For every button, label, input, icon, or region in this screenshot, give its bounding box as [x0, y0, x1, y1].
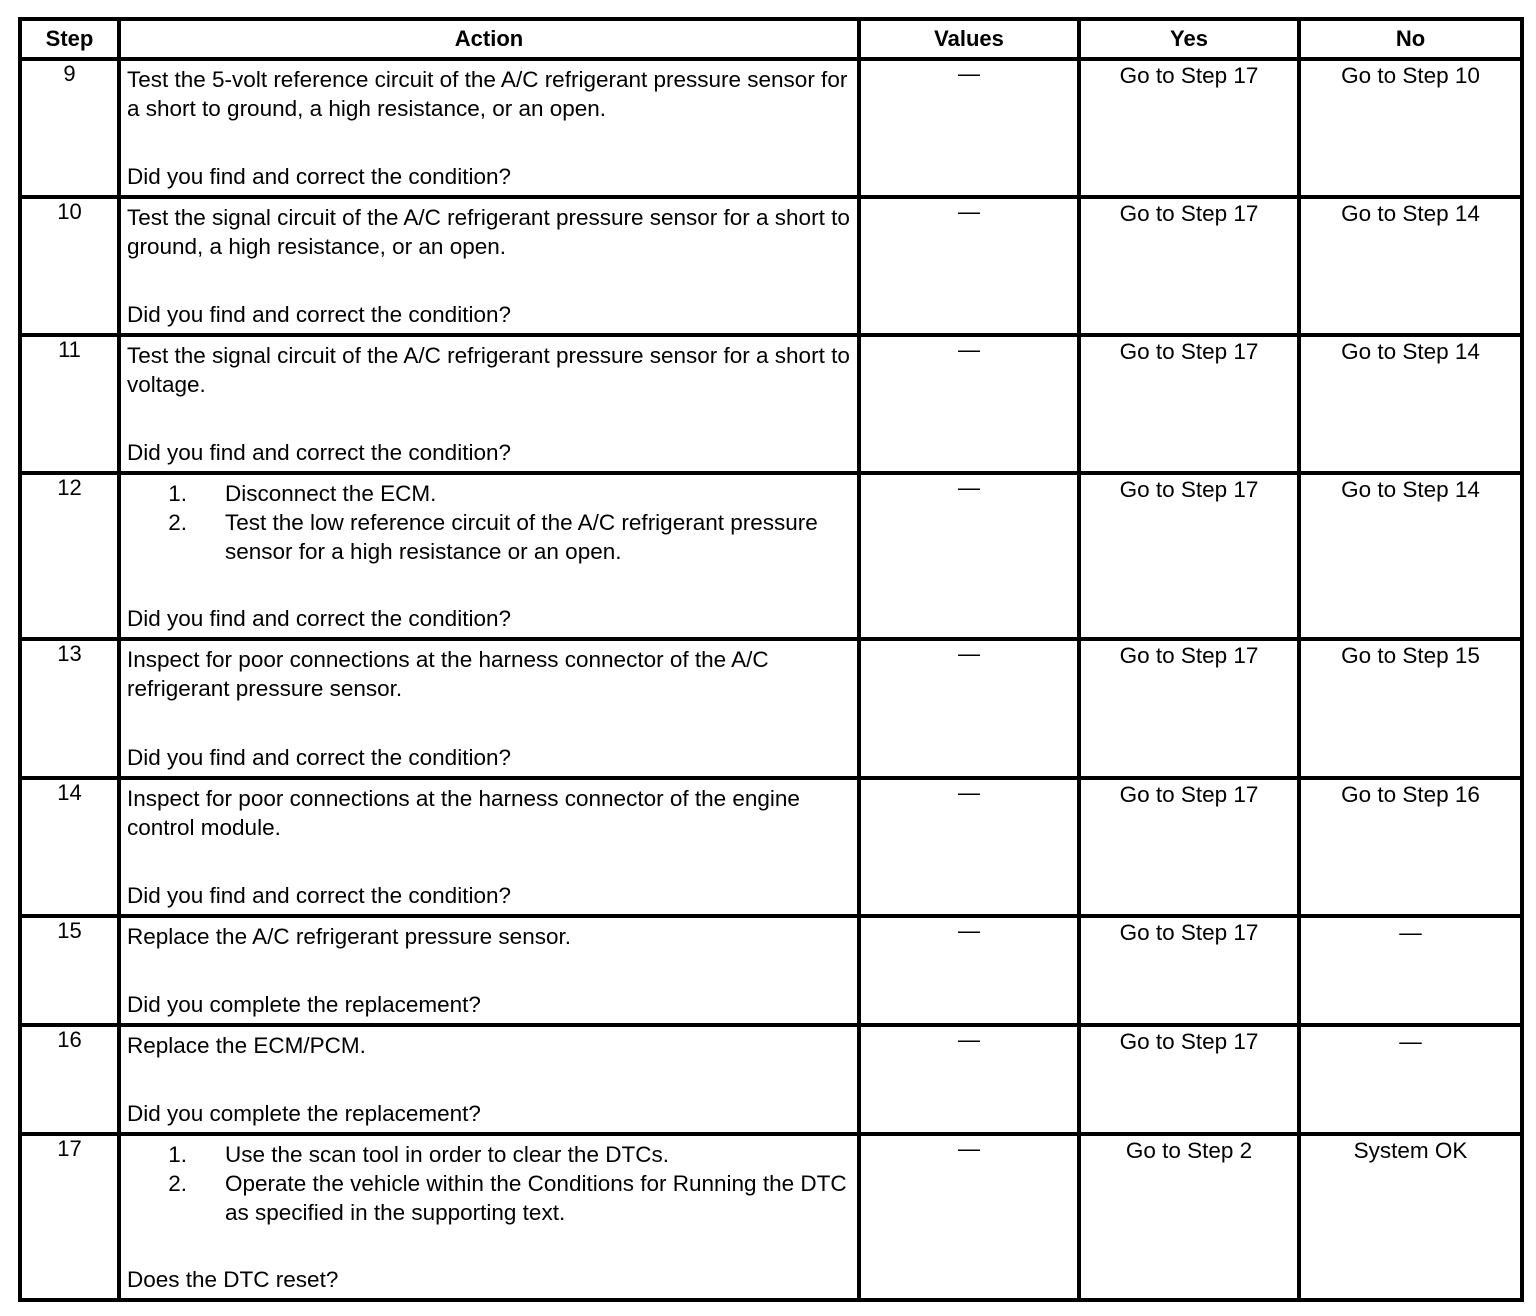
- table-row: [20, 1134, 1522, 1300]
- yes-cell: [1079, 778, 1299, 916]
- no-answer: —: [1399, 919, 1422, 945]
- table-row: [20, 197, 1522, 335]
- step-number: 13: [20, 639, 119, 777]
- header-no: No: [1299, 19, 1522, 59]
- action-text: Test the 5-volt reference circuit of the A/C refrigerant pressure sensor for a short to ground, a high resistance, or an open.: [127, 67, 848, 121]
- yes-answer: Go to Step 17: [1119, 201, 1259, 227]
- no-answer: Go to Step 16: [1341, 781, 1480, 807]
- action-cell: [119, 197, 859, 335]
- no-answer: System OK: [1353, 1137, 1468, 1163]
- no-cell: [1299, 1134, 1522, 1300]
- numbered-list: [127, 479, 851, 566]
- numbered-list: [127, 1140, 851, 1227]
- list-text: Operate the vehicle within the Conditions for Running the DTC as specified in the supporting text.: [225, 1170, 847, 1225]
- no-cell: [1299, 639, 1522, 777]
- values-cell: —: [859, 335, 1079, 473]
- action-question: Did you complete the replacement?: [127, 1100, 481, 1126]
- yes-cell: [1079, 916, 1299, 1025]
- action-cell: [119, 916, 859, 1025]
- header-step: Step: [20, 19, 119, 59]
- yes-answer: Go to Step 17: [1119, 477, 1259, 503]
- action-cell: [119, 778, 859, 916]
- diagnostic-table: [18, 17, 1524, 1302]
- values-cell: —: [859, 1134, 1079, 1300]
- header-yes: Yes: [1079, 19, 1299, 59]
- table-row: [20, 473, 1522, 639]
- table-row: [20, 335, 1522, 473]
- yes-cell: [1079, 473, 1299, 639]
- step-number: 14: [20, 778, 119, 916]
- step-number: 11: [20, 335, 119, 473]
- yes-cell: [1079, 59, 1299, 197]
- no-cell: [1299, 916, 1522, 1025]
- action-question: Did you find and correct the condition?: [127, 606, 511, 632]
- action-question: Did you complete the replacement?: [127, 991, 481, 1017]
- yes-cell: [1079, 1134, 1299, 1300]
- list-item: [127, 1140, 851, 1169]
- list-item: [127, 1169, 851, 1227]
- action-question: Did you find and correct the condition?: [127, 164, 511, 190]
- no-answer: Go to Step 14: [1341, 339, 1480, 365]
- table-row: [20, 59, 1522, 197]
- list-number: 2.: [168, 510, 187, 536]
- values-cell: —: [859, 59, 1079, 197]
- action-question: Does the DTC reset?: [127, 1267, 339, 1292]
- action-cell: [119, 335, 859, 473]
- action-question: Did you find and correct the condition?: [127, 882, 511, 908]
- table-row: [20, 639, 1522, 777]
- list-item: [127, 479, 851, 508]
- values-cell: —: [859, 639, 1079, 777]
- table-row: [20, 778, 1522, 916]
- no-cell: [1299, 59, 1522, 197]
- values-cell: —: [859, 916, 1079, 1025]
- header-action: Action: [119, 19, 859, 59]
- no-answer: Go to Step 14: [1341, 477, 1480, 503]
- no-answer: Go to Step 14: [1341, 201, 1480, 227]
- yes-cell: [1079, 197, 1299, 335]
- no-cell: [1299, 473, 1522, 639]
- action-cell: [119, 639, 859, 777]
- table-row: [20, 916, 1522, 1025]
- list-item: [127, 508, 851, 566]
- action-cell: [119, 1134, 859, 1300]
- values-cell: —: [859, 197, 1079, 335]
- action-text: Test the signal circuit of the A/C refrigerant pressure sensor for a short to ground, a high resistance, or an open.: [127, 205, 850, 260]
- list-number: 1.: [168, 481, 187, 507]
- list-text: Disconnect the ECM.: [225, 481, 437, 507]
- action-cell: [119, 1025, 859, 1134]
- yes-cell: [1079, 639, 1299, 777]
- yes-answer: Go to Step 17: [1119, 643, 1259, 669]
- step-number: 10: [20, 197, 119, 335]
- values-cell: —: [859, 473, 1079, 639]
- yes-cell: [1079, 335, 1299, 473]
- step-number: 17: [20, 1134, 119, 1300]
- yes-answer: Go to Step 17: [1119, 339, 1259, 365]
- action-question: Did you find and correct the condition?: [127, 302, 511, 328]
- values-cell: —: [859, 1025, 1079, 1134]
- table-row: [20, 1025, 1522, 1134]
- action-text: Inspect for poor connections at the harness connector of the A/C refrigerant pressure sensor.: [127, 647, 769, 702]
- header-row: [20, 19, 1522, 59]
- no-answer: Go to Step 10: [1341, 63, 1480, 88]
- list-number: 2.: [168, 1170, 187, 1196]
- no-answer: Go to Step 15: [1341, 643, 1480, 669]
- action-cell: [119, 59, 859, 197]
- action-text: Replace the ECM/PCM.: [127, 1032, 366, 1058]
- list-text: Use the scan tool in order to clear the DTCs.: [225, 1141, 669, 1167]
- no-answer: —: [1399, 1028, 1422, 1054]
- yes-answer: Go to Step 17: [1119, 63, 1259, 88]
- step-number: 15: [20, 916, 119, 1025]
- action-question: Did you find and correct the condition?: [127, 440, 511, 466]
- yes-answer: Go to Step 17: [1119, 781, 1259, 807]
- no-cell: [1299, 778, 1522, 916]
- action-text: Replace the A/C refrigerant pressure sensor.: [127, 923, 571, 949]
- values-cell: —: [859, 778, 1079, 916]
- step-number: 9: [20, 59, 119, 197]
- yes-answer: Go to Step 2: [1125, 1137, 1253, 1163]
- step-number: 12: [20, 473, 119, 639]
- action-question: Did you find and correct the condition?: [127, 744, 511, 770]
- action-cell: [119, 473, 859, 639]
- action-text: Inspect for poor connections at the harness connector of the engine control module.: [127, 785, 800, 840]
- yes-answer: Go to Step 17: [1119, 919, 1259, 945]
- header-values: Values: [859, 19, 1079, 59]
- yes-cell: [1079, 1025, 1299, 1134]
- no-cell: [1299, 1025, 1522, 1134]
- yes-answer: Go to Step 17: [1119, 1028, 1259, 1054]
- list-text: Test the low reference circuit of the A/C refrigerant pressure sensor for a high resistance or an open.: [225, 510, 818, 565]
- action-text: Test the signal circuit of the A/C refrigerant pressure sensor for a short to voltage.: [127, 343, 850, 398]
- no-cell: [1299, 335, 1522, 473]
- no-cell: [1299, 197, 1522, 335]
- step-number: 16: [20, 1025, 119, 1134]
- list-number: 1.: [168, 1141, 187, 1167]
